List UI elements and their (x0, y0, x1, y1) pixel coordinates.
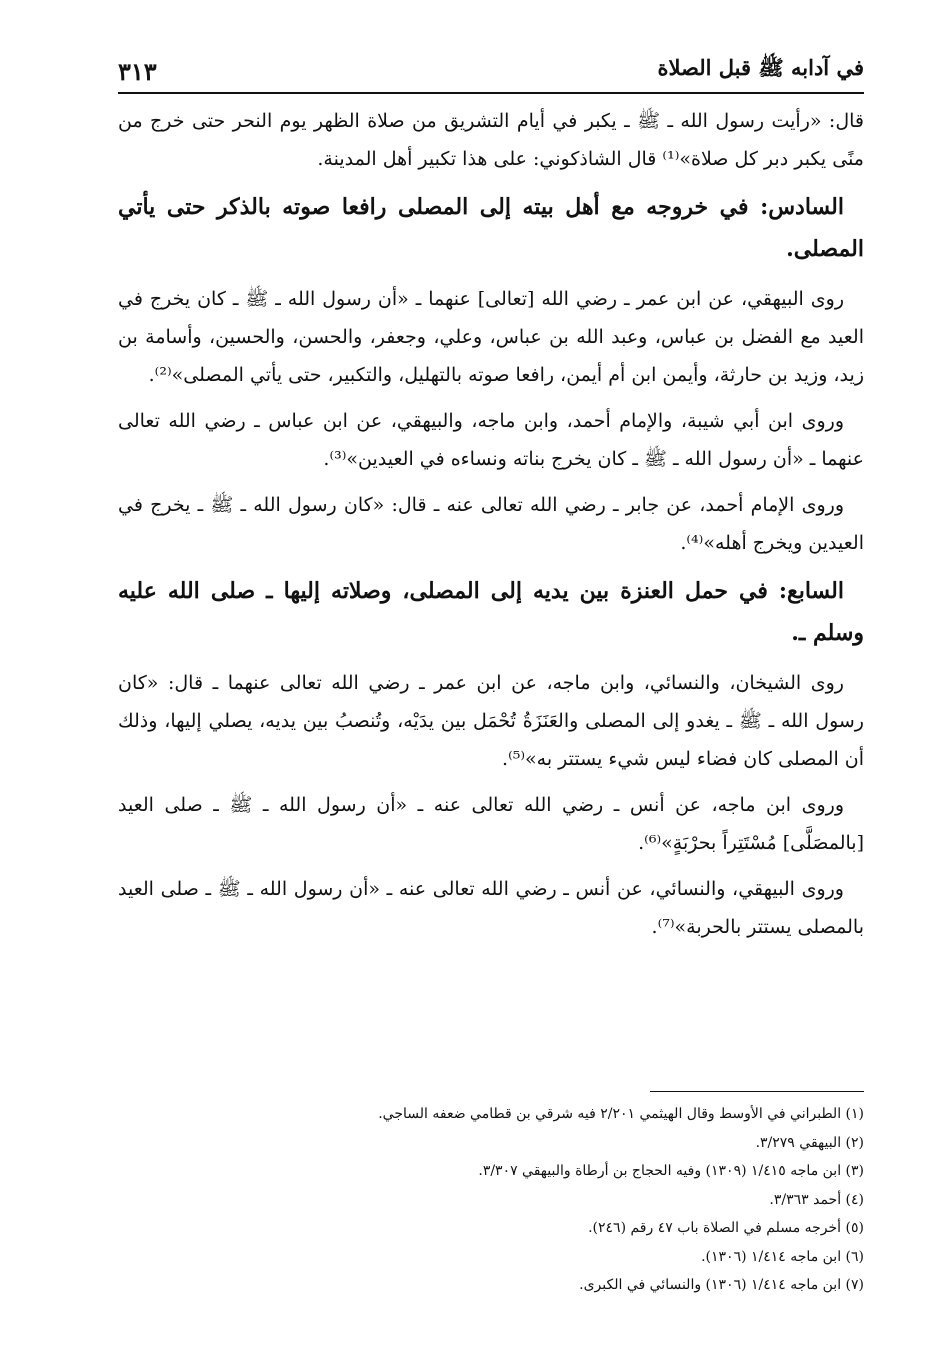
paragraph: قال: «رأيت رسول الله ـ ﷺ ـ يكبر في أيام التشريق من صلاة الظهر يوم النحر حتى خرج من منًى يكبر دبر كل صلاة»⁽¹⁾ قال الشاذكوني: على هذا تكبير أهل المدينة. (118, 110, 864, 170)
footnote-item: (٥) أخرجه مسلم في الصلاة باب ٤٧ رقم (٢٤٦). (588, 1220, 864, 1236)
footnote-item: (٣) ابن ماجه ١/٤١٥ (١٣٠٩) وفيه الحجاج بن أرطاة والبيهقي ٣/٣٠٧. (478, 1163, 864, 1179)
footnote-item: (٧) ابن ماجه ١/٤١٤ (١٣٠٦) والنسائي في الكبرى. (579, 1277, 864, 1293)
footnotes (300, 1100, 864, 1300)
main-text (118, 102, 864, 954)
paragraph: روى البيهقي، عن ابن عمر ـ رضي الله [تعالى] عنهما ـ «أن رسول الله ـ ﷺ ـ كان يخرج في العيد مع الفضل بن عباس، وعبد الله بن عباس، وعلي، وجعفر، والحسن، والحسين، وأسامة بن زيد، وزيد بن حارثة، وأيمن ابن أم أيمن، رافعا صوته بالتهليل، والتكبير، حتى يأتي المصلى»⁽²⁾. (118, 288, 864, 386)
footnote-item: (٢) البيهقي ٣/٢٧٩. (755, 1134, 864, 1151)
paragraph: روى الشيخان، والنسائي، وابن ماجه، عن ابن عمر ـ رضي الله تعالى عنهما ـ قال: «كان رسول الله ـ ﷺ ـ يغدو إلى المصلى والعَنَزَةُ تُحْمَل بين يدَيْه، وتُنصبُ بين يديه، يصلي إليها، وذلك أن المصلى كان فضاء ليس شيء يستتر به»⁽⁵⁾. (118, 672, 864, 770)
running-head (118, 46, 864, 86)
page-number: ٣١٣ (118, 57, 157, 86)
footnote-divider (650, 1091, 864, 1092)
footnote-item: (٦) ابن ماجه ١/٤١٤ (١٣٠٦). (701, 1248, 864, 1265)
footnote-item: (٤) أحمد ٣/٣٦٣. (769, 1191, 864, 1208)
paragraph: وروى ابن ماجه، عن أنس ـ رضي الله تعالى عنه ـ «أن رسول الله ـ ﷺ ـ صلى العيد [بالمصَلَّى] مُسْتَتِراً بحرْبَةٍ»⁽⁶⁾. (118, 794, 864, 854)
section-heading: السادس: في خروجه مع أهل بيته إلى المصلى رافعا صوته بالذكر حتى يأتي المصلى. (118, 194, 864, 262)
section-heading: السابع: في حمل العنزة بين يديه إلى المصلى، وصلاته إليها ـ صلى الله عليه وسلم ـ. (118, 578, 864, 646)
running-title: في آدابه ﷺ قبل الصلاة (657, 55, 864, 80)
paragraph: وروى ابن أبي شيبة، والإمام أحمد، وابن ماجه، والبيهقي، عن ابن عباس ـ رضي الله تعالى عنهما ـ «أن رسول الله ـ ﷺ ـ كان يخرج بناته ونساءه في العيدين»⁽³⁾. (118, 410, 864, 470)
footnote-item: (١) الطبراني في الأوسط وقال الهيثمي ٢/٢٠١ فيه شرقي بن قطامي ضعفه الساجي. (378, 1106, 864, 1122)
header-divider (118, 92, 864, 94)
paragraph: وروى الإمام أحمد، عن جابر ـ رضي الله تعالى عنه ـ قال: «كان رسول الله ـ ﷺ ـ يخرج في العيدين ويخرج أهله»⁽⁴⁾. (118, 494, 864, 554)
paragraph: وروى البيهقي، والنسائي، عن أنس ـ رضي الله تعالى عنه ـ «أن رسول الله ـ ﷺ ـ صلى العيد بالمصلى يستتر بالحربة»⁽⁷⁾. (118, 878, 864, 938)
